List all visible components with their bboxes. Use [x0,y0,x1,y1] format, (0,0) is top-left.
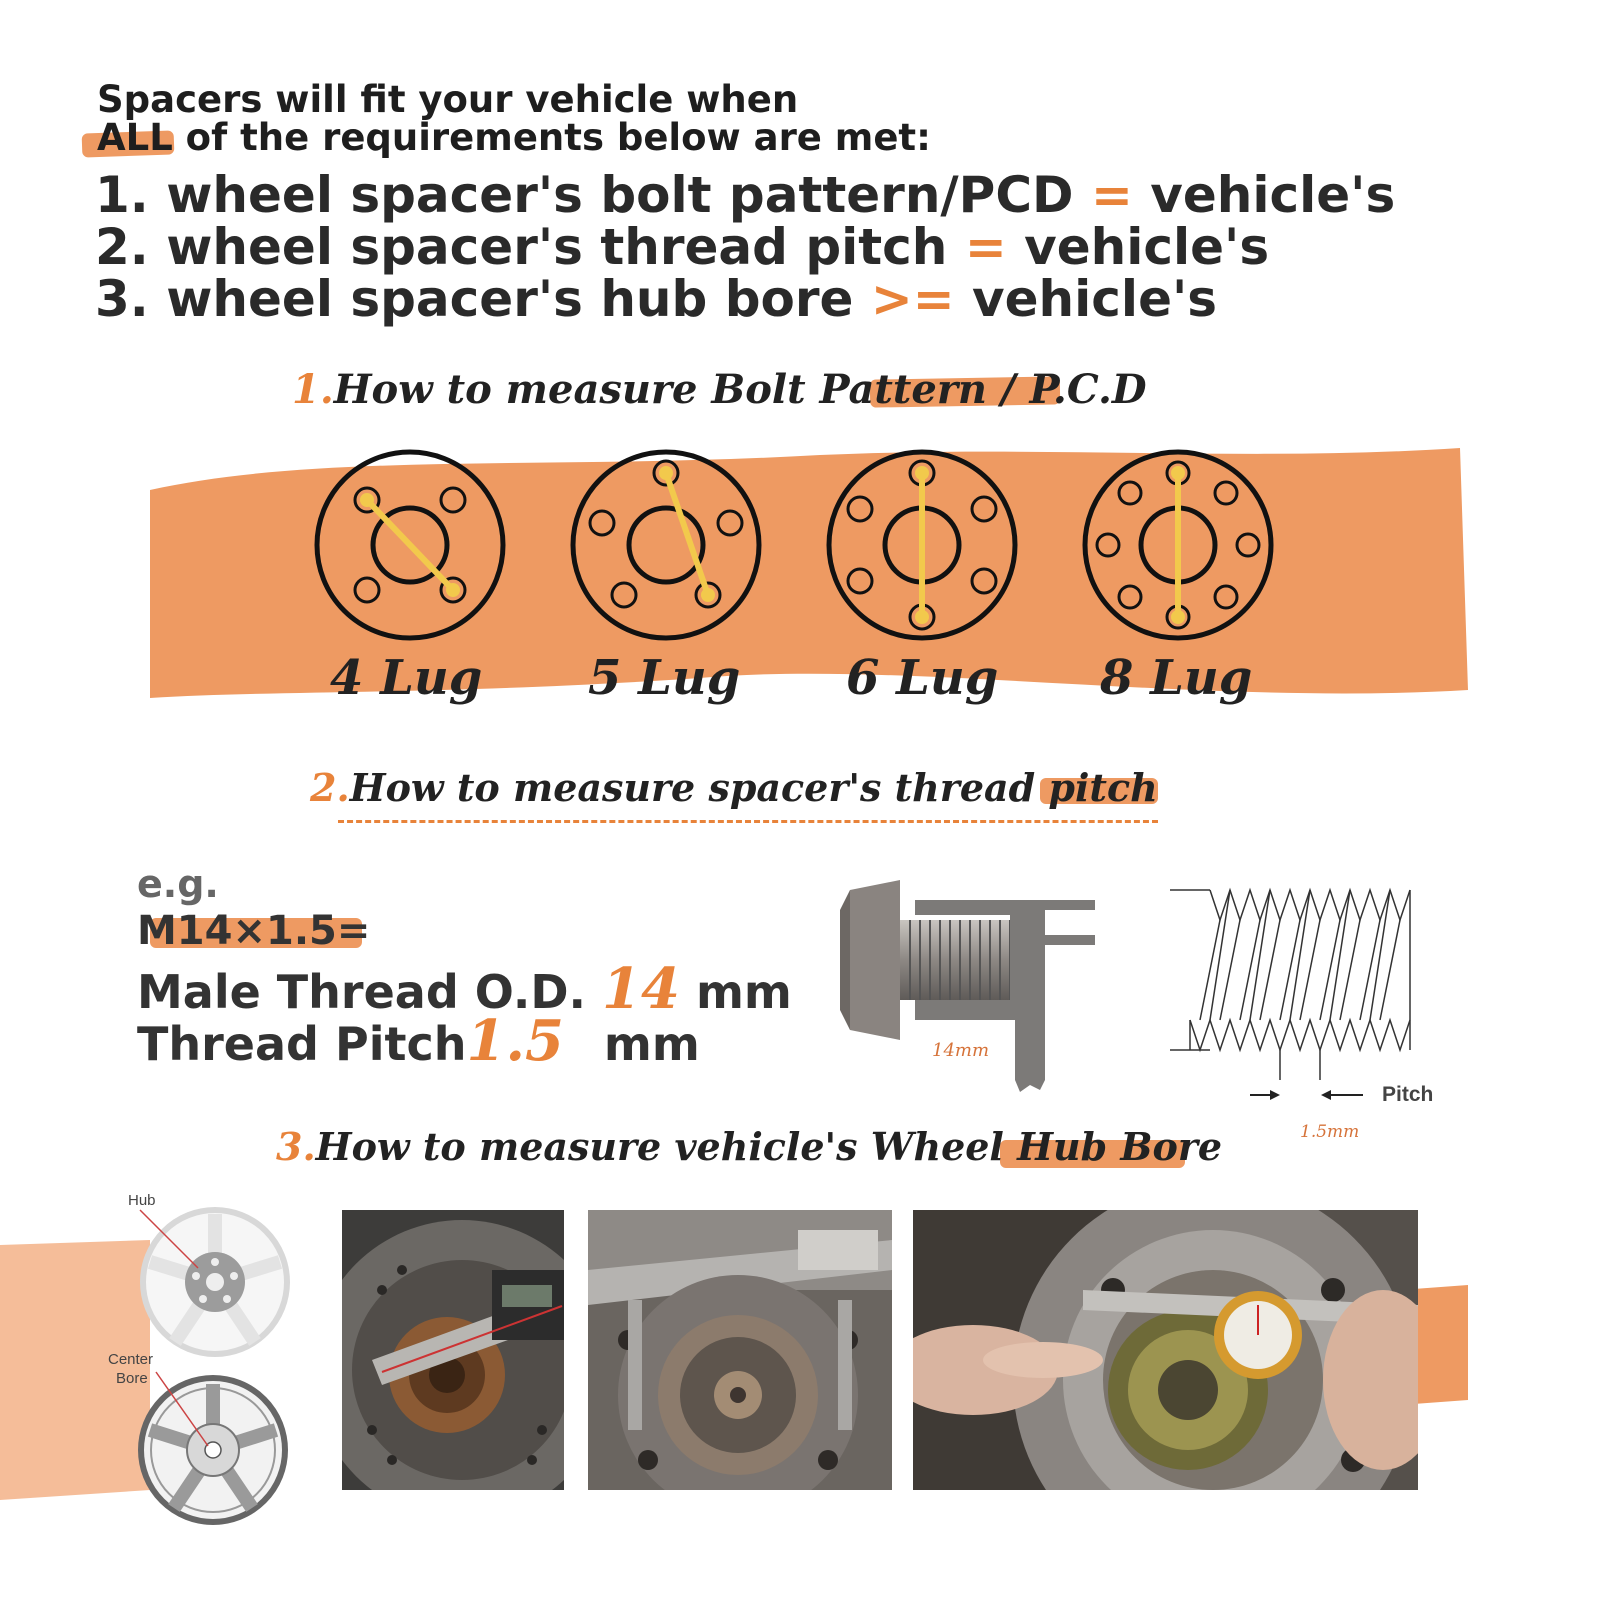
example-pitch: Thread Pitch1.5 mm [137,1008,700,1074]
thread-pitch-diagram [1170,880,1440,1080]
pitch-label: Pitch [1382,1083,1434,1106]
intro-line-1: Spacers will fit your vehicle when [97,78,799,121]
example-eg: e.g. [137,862,219,906]
bolt-caption: 14mm [932,1040,990,1061]
center-bore-label: Center Bore [108,1351,154,1387]
section-2-underline [338,820,1158,823]
wheel-8-lug-diagram [1078,445,1278,645]
wheel-hub-illustration [130,1200,300,1360]
lug-label-4: 4 Lug [330,650,483,706]
requirement-2: 2. wheel spacer's thread pitch = vehicle's [95,218,1270,276]
pitch-value-caption: 1.5mm [1300,1122,1360,1142]
hub-label: Hub [128,1192,156,1209]
lug-label-5: 5 Lug [588,650,741,706]
photo-caliper-over-hub [588,1210,892,1490]
pitch-arrows [1245,1080,1395,1110]
lug-label-6: 6 Lug [846,650,999,706]
bolt-caliper-illustration [840,880,1130,1100]
intro-line-2: ALL of the requirements below are met: [97,116,931,159]
photo-dial-caliper-hub-bore [913,1210,1418,1490]
section-3-heading: 3.How to measure vehicle's Wheel Hub Bore [276,1124,1223,1169]
requirement-3: 3. wheel spacer's hub bore >= vehicle's [95,270,1218,328]
wheel-4-lug-diagram [310,445,510,645]
requirement-1: 1. wheel spacer's bolt pattern/PCD = vehicle's [95,166,1396,224]
example-od: Male Thread O.D. 14 mm [137,956,792,1022]
section-1-heading: 1.How to measure Bolt Pattern / P.C.D [292,366,1147,413]
lug-label-8: 8 Lug [1100,650,1253,706]
section-2-heading: 2.How to measure spacer's thread pitch [310,765,1158,810]
example-code: M14×1.5= [137,908,371,954]
wheel-6-lug-diagram [822,445,1022,645]
wheel-center-bore-illustration [128,1370,298,1530]
wheel-5-lug-diagram [566,445,766,645]
photo-caliper-on-brake-rotor [342,1210,564,1490]
